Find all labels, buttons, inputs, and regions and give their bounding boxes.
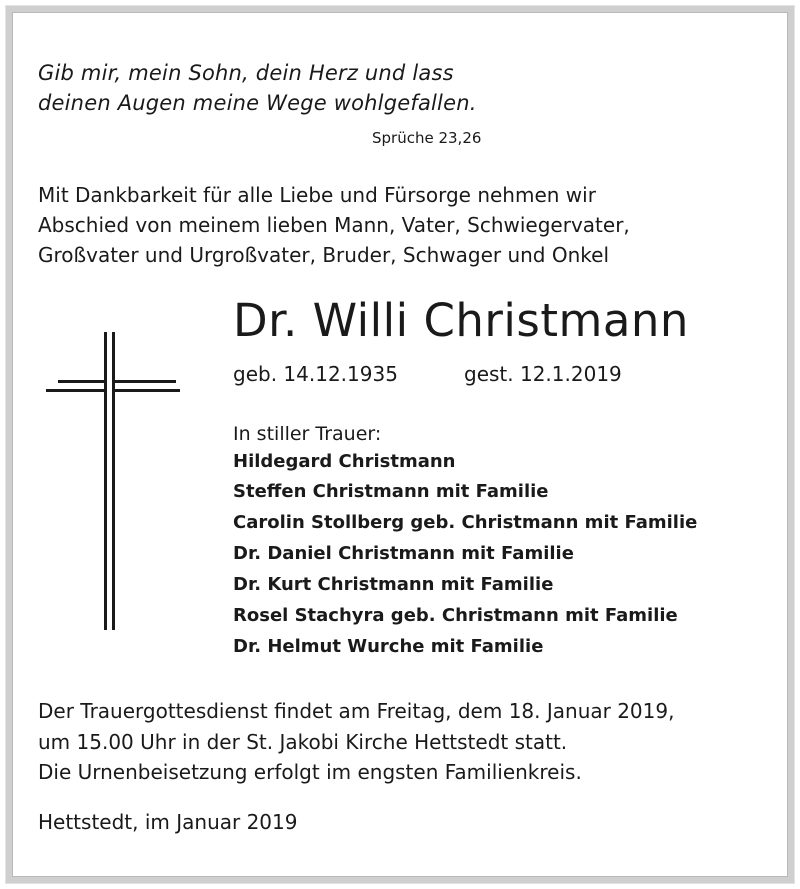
mourner-name: Steffen Christmann mit Familie (233, 481, 549, 502)
service-line-1: Der Trauergottesdienst findet am Freitag, dem 18. Januar 2019, (38, 699, 675, 723)
service-line-3: Die Urnenbeisetzung erfolgt im engsten Familienkreis. (38, 760, 582, 784)
mourner-name: Rosel Stachyra geb. Christmann mit Familie (233, 605, 678, 626)
place-and-date: Hettstedt, im Januar 2019 (38, 810, 298, 834)
mourning-heading: In stiller Trauer: (233, 423, 382, 445)
mourner-name: Carolin Stollberg geb. Christmann mit Familie (233, 512, 698, 533)
mourner-name: Dr. Kurt Christmann mit Familie (233, 574, 554, 595)
quote-source: Sprüche 23,26 (372, 129, 482, 147)
quote-line-1: Gib mir, mein Sohn, dein Herz und lass (38, 61, 454, 85)
intro-line-3: Großvater und Urgroßvater, Bruder, Schwager und Onkel (38, 243, 610, 267)
mourner-name: Dr. Helmut Wurche mit Familie (233, 636, 544, 657)
intro-line-1: Mit Dankbarkeit für alle Liebe und Fürsorge nehmen wir (38, 183, 596, 207)
deceased-name: Dr. Willi Christmann (233, 294, 689, 347)
birth-date: geb. 14.12.1935 (233, 362, 398, 386)
quote-line-2: deinen Augen meine Wege wohlgefallen. (38, 91, 477, 115)
mourner-name: Dr. Daniel Christmann mit Familie (233, 543, 574, 564)
death-date: gest. 12.1.2019 (464, 362, 622, 386)
service-line-2: um 15.00 Uhr in der St. Jakobi Kirche Hettstedt statt. (38, 730, 568, 754)
mourner-name: Hildegard Christmann (233, 451, 456, 472)
intro-line-2: Abschied von meinem lieben Mann, Vater, Schwiegervater, (38, 213, 630, 237)
cross-icon (46, 332, 180, 632)
